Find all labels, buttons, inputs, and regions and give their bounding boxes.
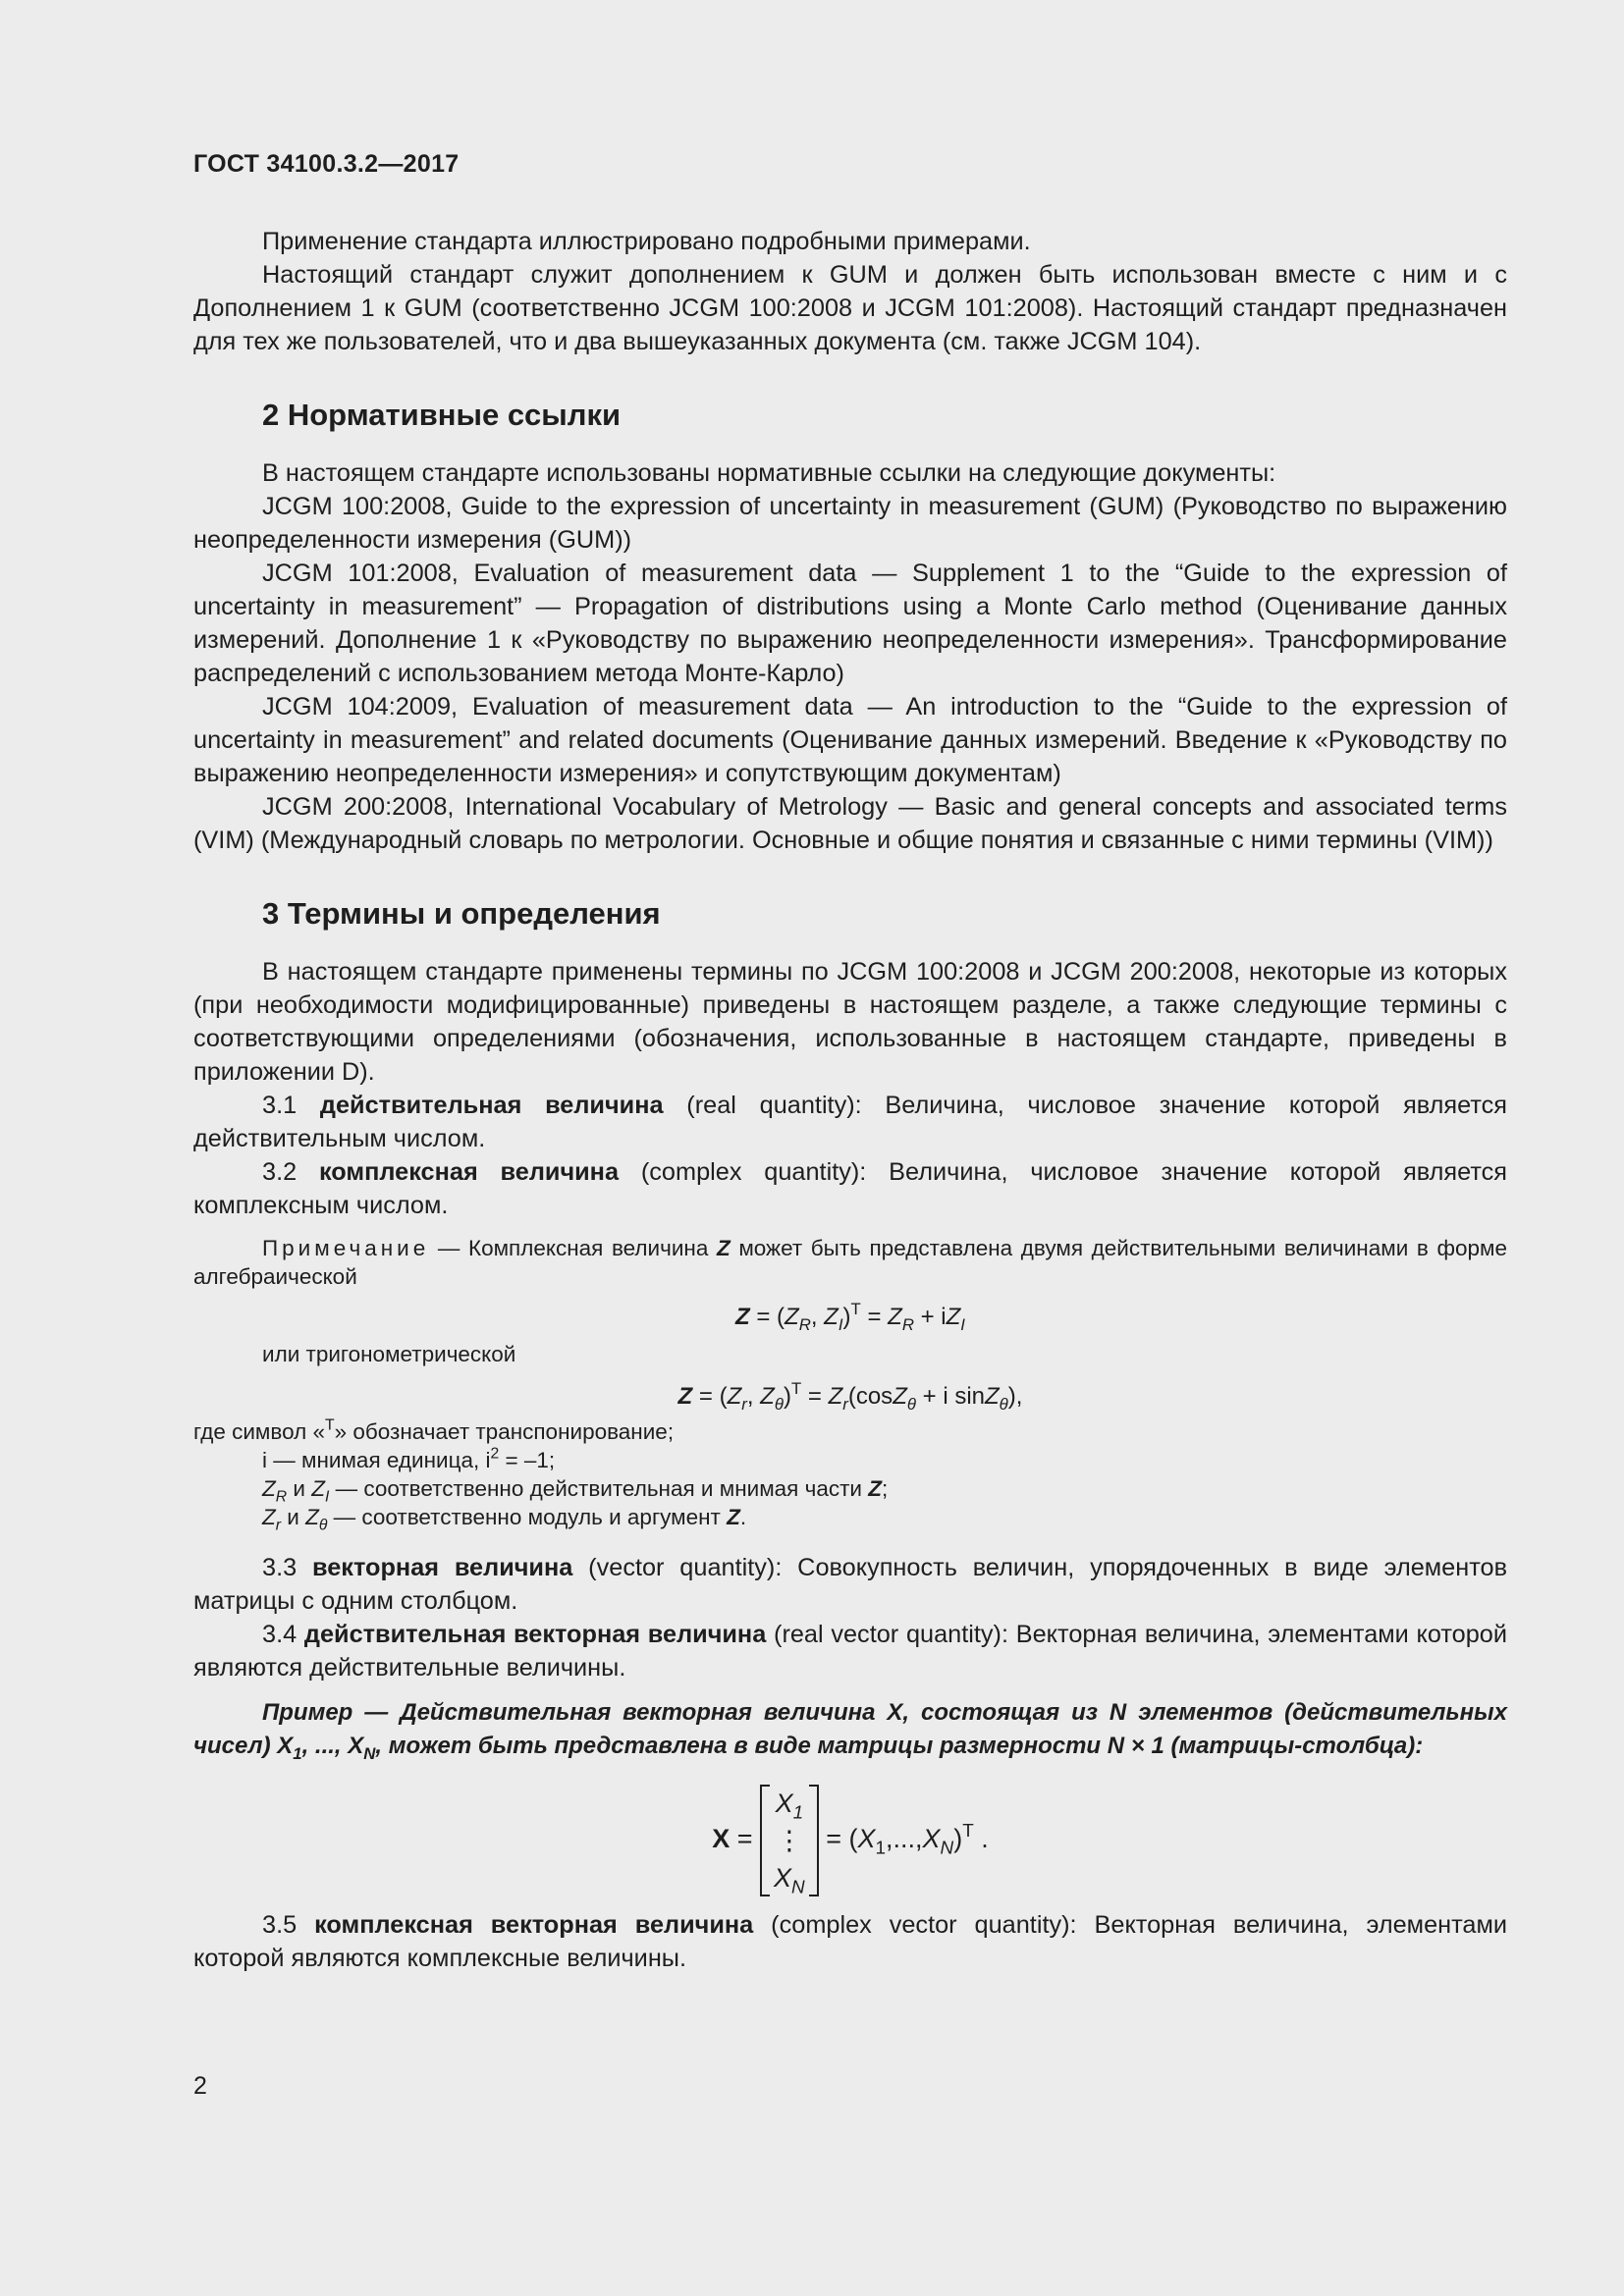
where-line-4: $Z_r$ и $Z_\theta$ — соответственно модуль и аргумент Z. xyxy=(262,1505,747,1534)
term-name: комплексная векторная величина xyxy=(314,1911,754,1939)
reference-jcgm-101: JCGM 101:2008, Evaluation of measurement data — Supplement 1 to the “Guide to the expression of uncertainty in measurement” — Propagation of distributions using a Monte Carlo method (Оценивание данных измерений. Дополнение 1 к «Руководству по выражению неопределенности измерения». Трансформирование распределений с использованием метода Монте-Карло) xyxy=(193,560,1507,687)
note-paragraph: Примечание — Комплексная величина Z может быть представлена двумя действительными величинами в форме алгебраической xyxy=(193,1236,1507,1289)
term-3-2 xyxy=(193,1155,1507,1222)
term-3-5 xyxy=(193,1908,1507,1975)
where-block xyxy=(193,1416,1507,1534)
term-name: действительная векторная величина xyxy=(303,1621,767,1648)
column-matrix: $X_1$ ⋮ $X_N$ xyxy=(760,1785,819,1896)
term-definition: (complex vector quantity): Векторная величина, элементами которой являются комплексные величины. xyxy=(193,1911,1507,1972)
algebraic-formula: $Z = (Z_R$, $Z_I)^T = Z_R + iZ_I$ xyxy=(735,1299,965,1334)
reference-jcgm-104: JCGM 104:2009, Evaluation of measurement data — An introduction to the “Guide to the expression of uncertainty in measurement” and related documents (Оценивание данных измерений. Введение к «Руководству по выражению неопределенности измерения» и сопутствующим документам) xyxy=(193,693,1507,787)
or-trigonometric: или тригонометрической xyxy=(262,1342,516,1366)
s2-intro: В настоящем стандарте использованы нормативные ссылки на следующие документы: xyxy=(262,459,1276,487)
intro-paragraph-1: Применение стандарта иллюстрировано подробными примерами. xyxy=(262,228,1031,255)
page-number: 2 xyxy=(193,2072,207,2100)
term-definition: (vector quantity): Совокупность величин, упорядоченных в виде элементов матрицы с одним столбцом. xyxy=(193,1554,1508,1615)
term-number: 3.3 xyxy=(262,1554,298,1581)
term-3-1 xyxy=(193,1089,1507,1155)
trigonometric-formula: $Z = (Z_r$, $Z_\theta)^T = Z_r(\cos Z_\theta + i$ sinZ$_\theta$), xyxy=(677,1378,1023,1414)
term-name: действительная величина xyxy=(319,1092,664,1119)
section-3-heading: 3 Термины и определения xyxy=(262,896,661,931)
term-number: 3.2 xyxy=(262,1158,298,1186)
s3-intro: В настоящем стандарте применены термины по JCGM 100:2008 и JCGM 200:2008, некоторые из которых (при необходимости модифицированные) приведены в настоящем разделе, а также следующие термины с соответствующими определениями (обозначения, использованные в настоящем стандарте, приведены в приложении D). xyxy=(193,958,1507,1086)
term-definition: (complex quantity): Величина, числовое значение которой является комплексным числом. xyxy=(193,1158,1508,1219)
term-name: векторная величина xyxy=(312,1554,573,1581)
term-name: комплексная величина xyxy=(318,1158,620,1186)
where-line-1: где символ «$^T$» обозначает транспонирование; xyxy=(193,1416,675,1444)
intro-paragraph-2: Настоящий стандарт служит дополнением к GUM и должен быть использован вместе с ним и с Дополнением 1 к GUM (соответственно JCGM 100:2008 и JCGM 101:2008). Настоящий стандарт предназначен для тех же пользователей, что и два вышеуказанных документа (см. также JCGM 104). xyxy=(193,261,1507,355)
term-3-4 xyxy=(193,1618,1507,1684)
document-header: ГОСТ 34100.3.2—2017 xyxy=(193,150,460,178)
page-body xyxy=(193,225,1507,1975)
vector-formula: X = $X_1$ ⋮ $X_N$ = $(X_1,...,X_N)^T$ . xyxy=(193,1785,1507,1896)
note-label: Примечание xyxy=(262,1236,430,1260)
term-number: 3.4 xyxy=(262,1621,298,1648)
section-2-heading: 2 Нормативные ссылки xyxy=(262,398,622,432)
term-number: 3.1 xyxy=(262,1092,298,1119)
where-line-3: $Z_R$ и $Z_I$ — соответственно действительная и мнимая части Z; xyxy=(262,1476,889,1506)
where-line-2: i — мнимая единица, $i^2 = -1$; xyxy=(262,1445,556,1472)
example-paragraph: Пример — Действительная векторная величина X, состоящая из N элементов (действительных чисел) $X_1$, ..., $X_N$, может быть представлена в виде матрицы размерности N × 1 (матрицы-столбца): xyxy=(193,1699,1507,1763)
reference-jcgm-100: JCGM 100:2008, Guide to the expression of uncertainty in measurement (GUM) (Руководство по выражению неопределенности измерения (GUM)) xyxy=(193,493,1507,554)
reference-jcgm-200: JCGM 200:2008, International Vocabulary of Metrology — Basic and general concepts and associated terms (VIM) (Международный словарь по метрологии. Основные и общие понятия и связанные с ними термины (VIM)) xyxy=(193,793,1507,854)
term-3-3 xyxy=(193,1551,1507,1618)
term-number: 3.5 xyxy=(262,1911,298,1939)
term-definition: (real quantity): Величина, числовое значение которой является действительным числом. xyxy=(193,1092,1507,1152)
term-definition: (real vector quantity): Векторная величина, элементами которой являются действительные величины. xyxy=(193,1621,1508,1682)
